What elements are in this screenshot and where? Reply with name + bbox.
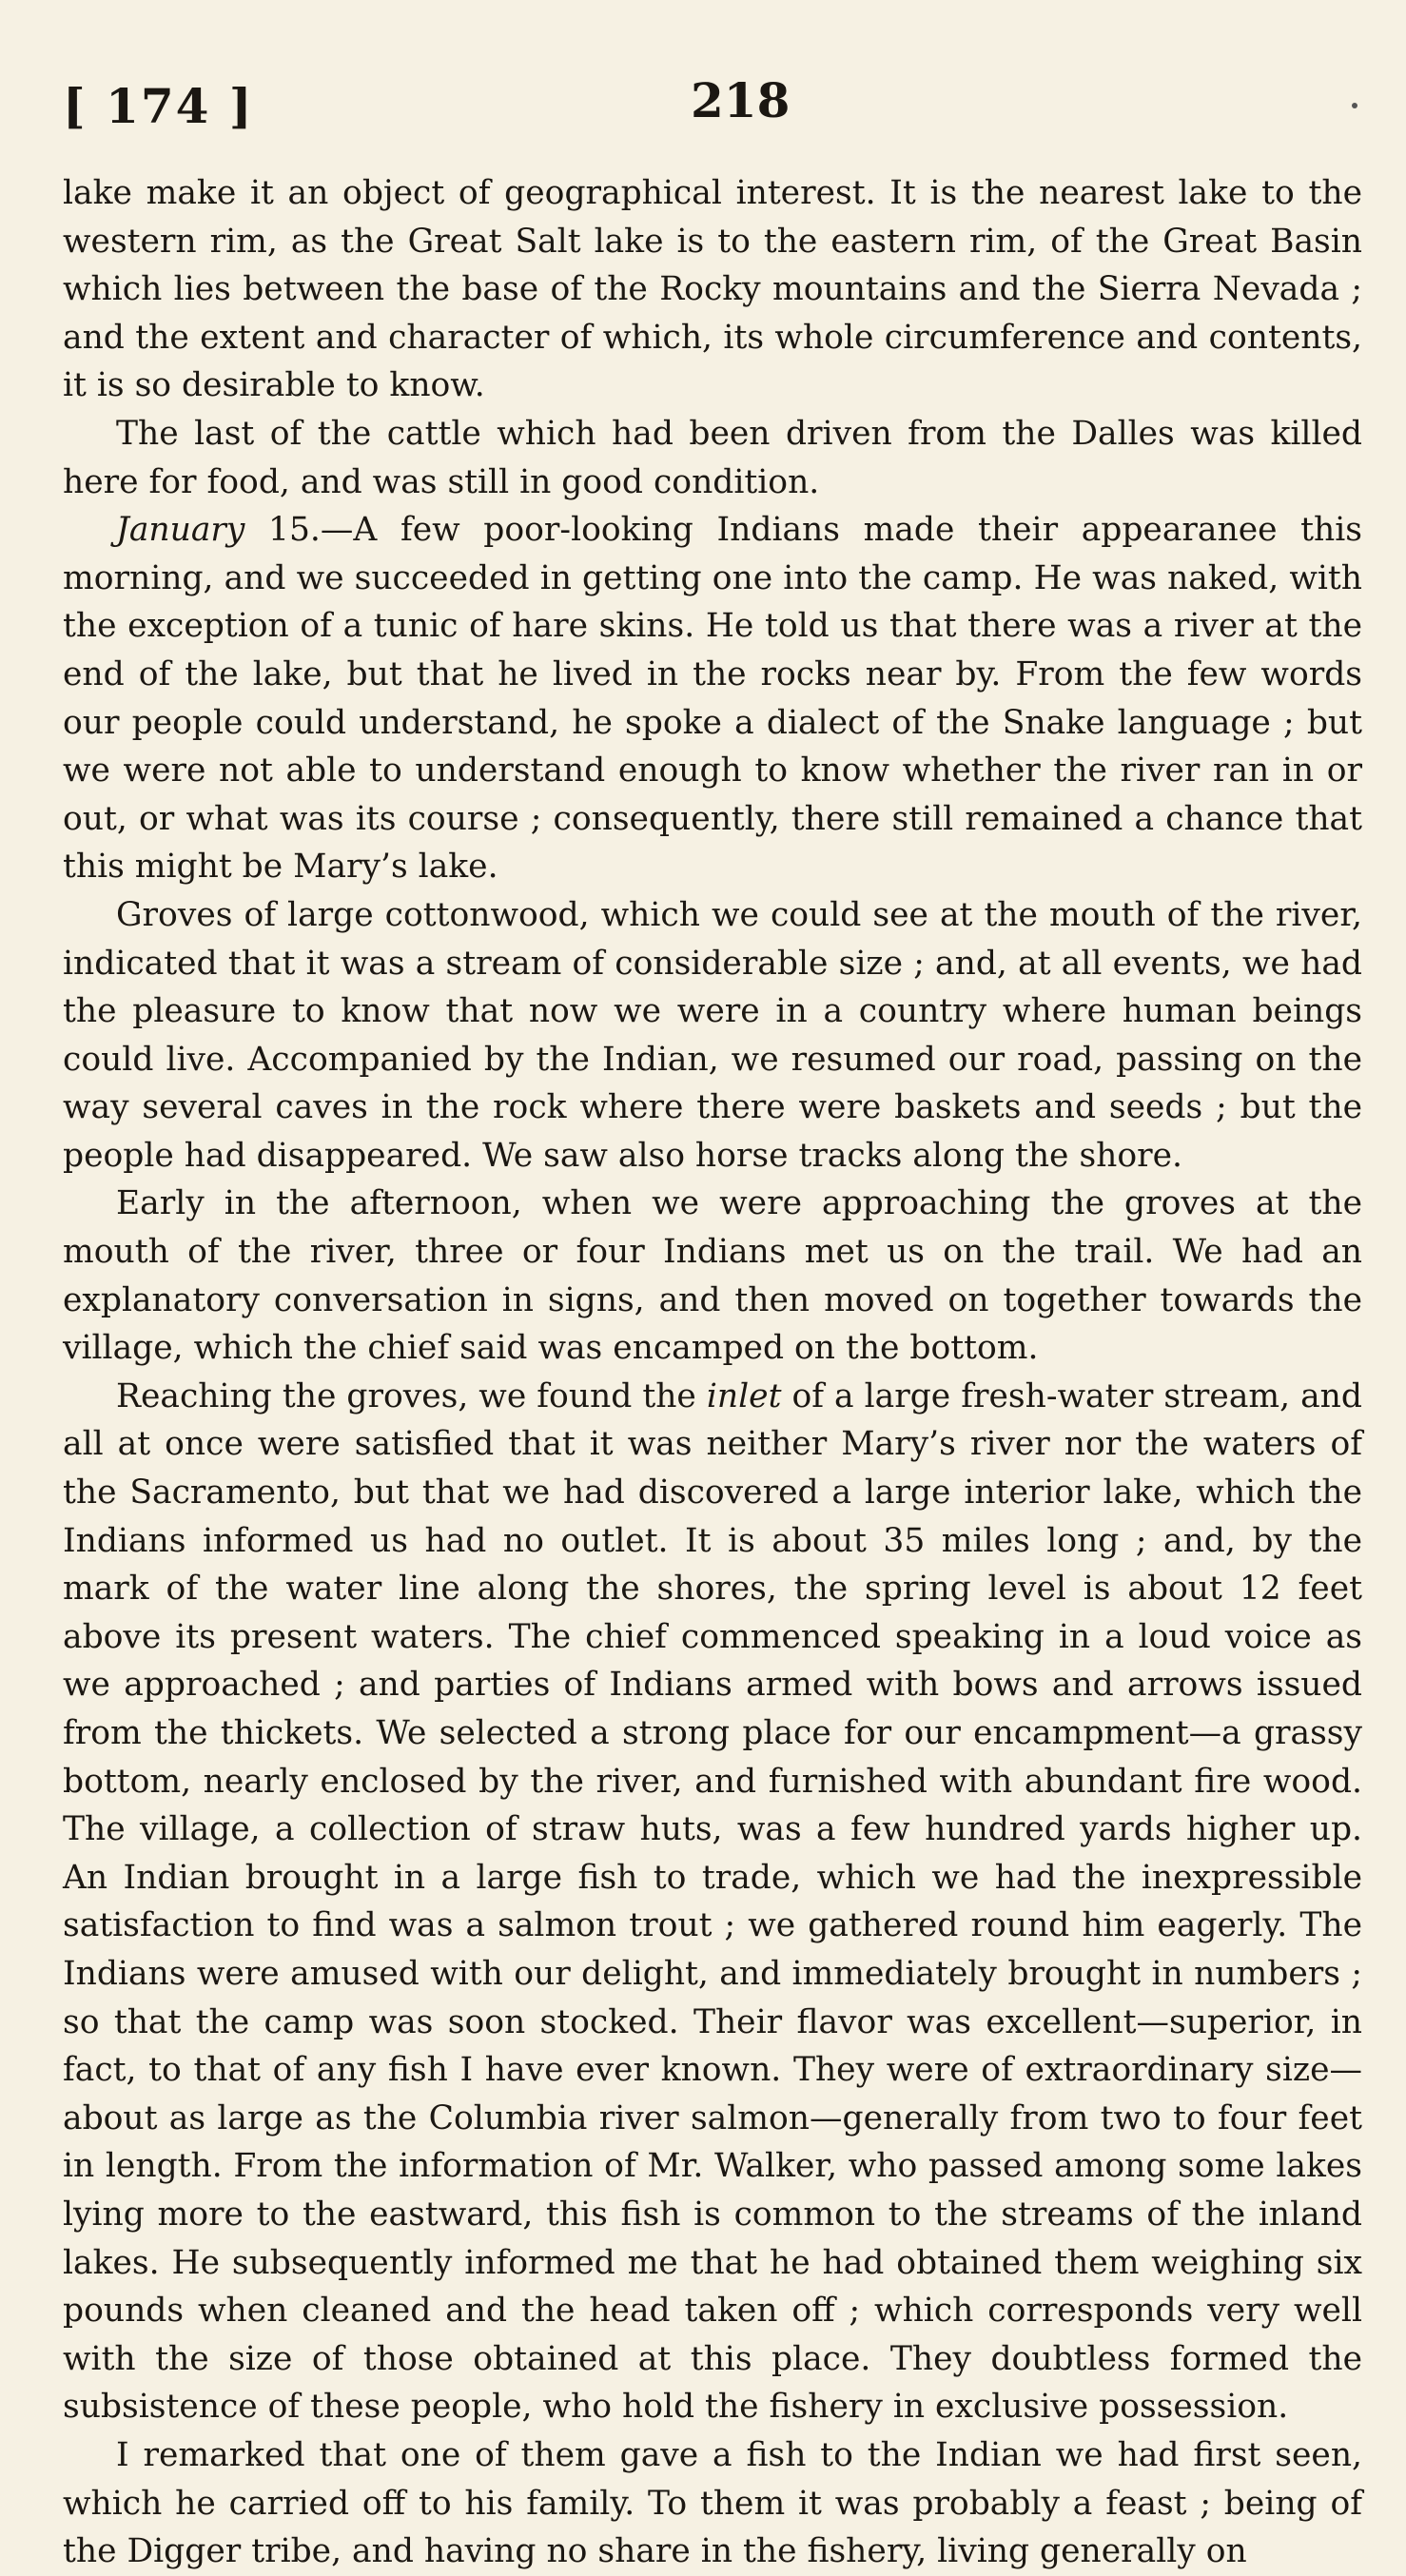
paragraph-3	[63, 506, 1362, 891]
print-speck	[1352, 103, 1357, 108]
paragraph-6-text-end: of a large fresh-water stream, and all at once were satisfied that it was neither Mary’s river nor the waters of the Sacramento, but that we had discovered a large interior lake, which the Indians informed us had no outlet. It is about 35 miles long ; and, by the mark of the water line along the shores, the spring level is about 12 feet above its present waters. The chief commenced speaking in a loud voice as we approached ; and parties of Indians armed with bows and arrows issued from the thickets. We selected a strong place for our encampment—a grassy bottom, nearly enclosed by the river, and furnished with abundant fire wood. The village, a collection of straw huts, was a few hundred yards higher up. An Indian brought in a large fish to trade, which we had the inexpressible satisfaction to find was a salmon trout ; we gathered round him eagerly. The Indians were amused with our delight, and immediately brought in numbers ; so that the camp was soon stocked. Their flavor was excellent—superior, in fact, to that of any fish I have ever known. They were of extraordinary size—about as large as the Columbia river salmon—generally from two to four feet in length. From the information of Mr. Walker, who passed among some lakes lying more to the eastward, this fish is common to the streams of the inland lakes. He subsequently informed me that he had obtained them weighing six pounds when cleaned and the head taken off ; which corresponds very well with the size of those obtained at this place. They doubtless formed the subsistence of these people, who hold the fishery in exclusive possession.	[63, 1376, 1362, 2427]
paragraph-2-text: The last of the cattle which had been driven from the Dalles was killed here for food, and was still in good condition.	[63, 414, 1362, 501]
paragraph-4-text: Groves of large cottonwood, which we could see at the mouth of the river, indicated that it was a stream of considerable size ; and, at all events, we had the pleasure to know that now we were in a country where human beings could live. Accompanied by the Indian, we resumed our road, passing on the way several caves in the rock where there were baskets and seeds ; but the people had disappeared. We saw also horse tracks along the shore.	[63, 895, 1362, 1175]
paragraph-1	[63, 169, 1362, 410]
page-header	[63, 0, 1362, 169]
paragraph-2	[63, 410, 1362, 506]
paragraph-6	[63, 1373, 1362, 2431]
page-body	[63, 169, 1362, 2576]
paragraph-4	[63, 891, 1362, 1181]
page-number: 218	[691, 72, 791, 128]
original-page-number: [ 174 ]	[63, 78, 254, 134]
paragraph-1-text: lake make it an object of geographical interest. It is the nearest lake to the western rim, as the Great Salt lake is to the eastern rim, of the Great Basin which lies between the base of the Rocky mountains and the Sierra Nevada ; and the extent and character of which, its whole circumference and contents, it is so desirable to know.	[63, 174, 1362, 405]
paragraph-5-text: Early in the afternoon, when we were approaching the groves at the mouth of the river, three or four Indians met us on the trail. We had an explanatory conversation in signs, and then moved on together towards the village, which the chief said was encamped on the bottom.	[63, 1184, 1362, 1368]
paragraph-7	[63, 2431, 1362, 2576]
paragraph-6-text-start: Reaching the groves, we found the	[116, 1376, 707, 1415]
book-page	[63, 0, 1362, 2576]
paragraph-5	[63, 1180, 1362, 1372]
inlet-italic: inlet	[706, 1376, 782, 1415]
paragraph-7-text: I remarked that one of them gave a fish to the Indian we had first seen, which he carried off to his family. To them it was probably a feast ; being of the Digger tribe, and having no share in the fishery, living generally on	[63, 2435, 1362, 2571]
entry-date: January	[116, 511, 245, 550]
paragraph-3-text: 15.—A few poor-looking Indians made their appearanee this morning, and we succeeded in getting one into the camp. He was naked, with the exception of a tunic of hare skins. He told us that there was a river at the end of the lake, but that he lived in the rocks near by. From the few words our people could understand, he spoke a dialect of the Snake language ; but we were not able to understand enough to know whether the river ran in or out, or what was its course ; consequently, there still remained a chance that this might be Mary’s lake.	[63, 511, 1362, 887]
